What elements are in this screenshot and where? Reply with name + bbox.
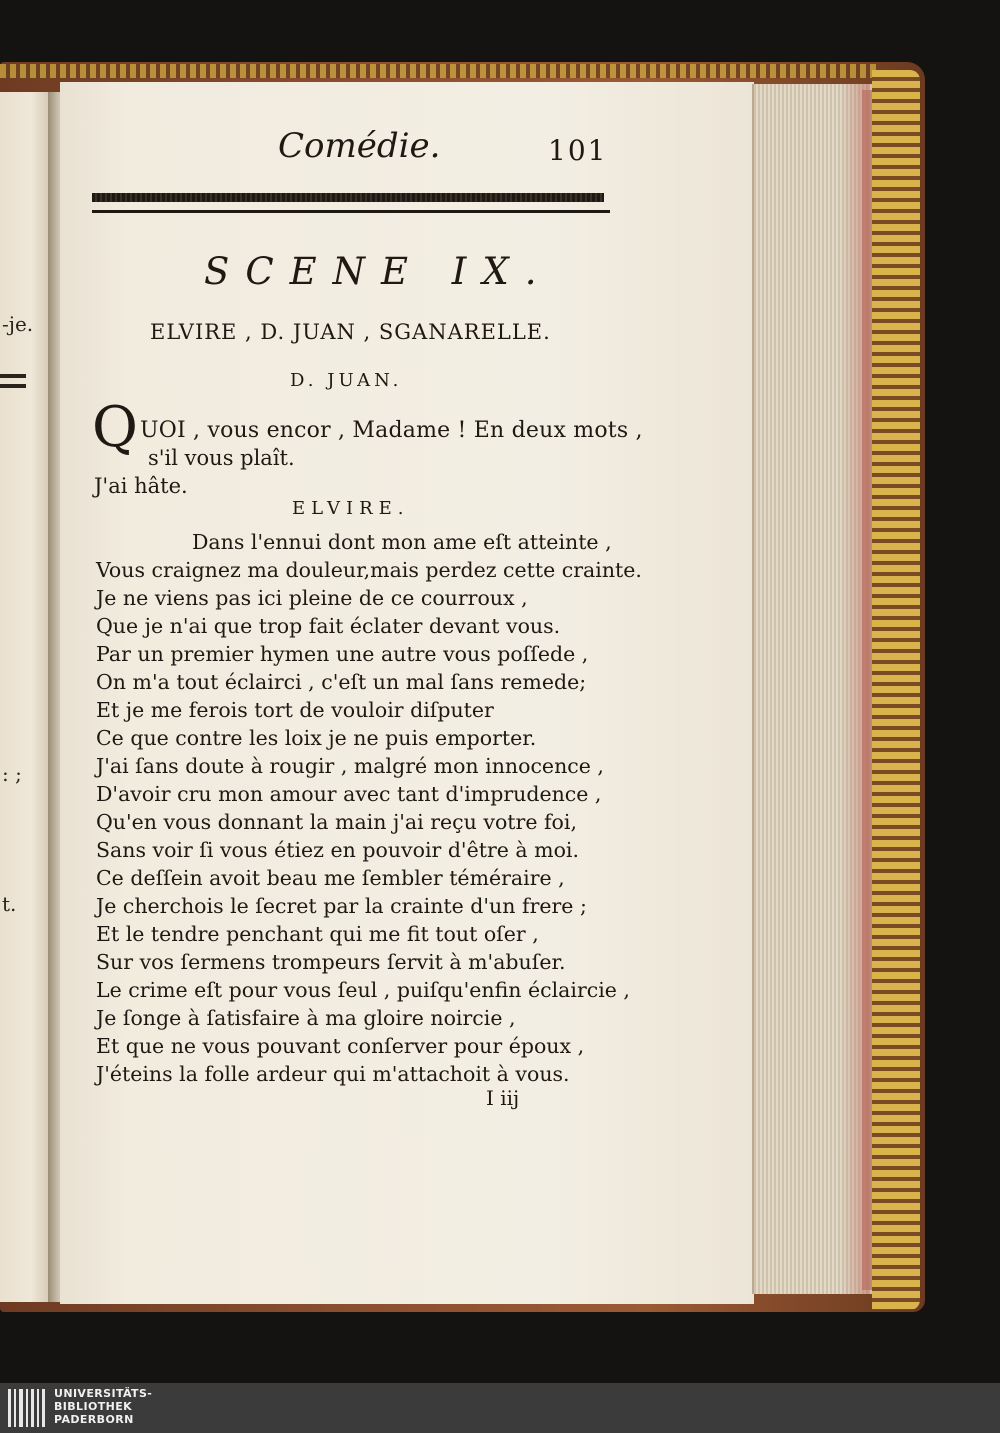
left-page-rule: [0, 374, 26, 378]
verse-line: J'éteins la folle ardeur qui m'attachoit à vous.: [96, 1062, 570, 1086]
institution-footer: [0, 1383, 1000, 1433]
verse-line: Sans voir ſi vous étiez en pouvoir d'être à moi.: [96, 838, 579, 862]
dialogue-line: UOI , vous encor , Madame ! En deux mots ,: [140, 418, 643, 443]
verse-line: Je ne viens pas ici pleine de ce courroux ,: [96, 586, 528, 610]
institution-name: [54, 1387, 152, 1426]
verse-line: Par un premier hymen une autre vous poſſede ,: [96, 642, 589, 666]
dialogue-line: J'ai hâte.: [94, 474, 188, 498]
verse-line: Et je me ferois tort de vouloir diſputer: [96, 698, 494, 722]
running-title: Comédie.: [278, 126, 441, 166]
verse-line: Ce que contre les loix je ne puis emporter.: [96, 726, 537, 750]
verse-line: On m'a tout éclairci , c'eſt un mal ſans remede;: [96, 670, 587, 694]
drop-capital: Q: [92, 395, 138, 460]
speaker-name: D. JUAN.: [290, 370, 403, 391]
signature-mark: I iij: [486, 1086, 520, 1110]
verse-line: Le crime eſt pour vous ſeul , puiſqu'enfin éclaircie ,: [96, 978, 630, 1002]
verse-line: Et que ne vous pouvant conſerver pour époux ,: [96, 1034, 585, 1058]
verse-line: Et le tendre penchant qui me fit tout oſer ,: [96, 922, 539, 946]
speaker-name: ELVIRE.: [292, 498, 410, 519]
verse-line: Vous craignez ma douleur,mais perdez cette crainte.: [96, 558, 642, 582]
page-number: 101: [548, 134, 608, 167]
verse-line: Que je n'ai que trop fait éclater devant vous.: [96, 614, 561, 638]
left-page-fragment: -je.: [2, 312, 34, 336]
institution-line: PADERBORN: [54, 1413, 134, 1426]
cast-list: ELVIRE , D. JUAN , SGANARELLE.: [150, 320, 551, 344]
verse-line: Sur vos ſermens trompeurs ſervit à m'abuſer.: [96, 950, 566, 974]
previous-page-edge: [0, 92, 52, 1302]
dialogue-line: s'il vous plaît.: [148, 446, 295, 470]
left-page-rule: [0, 384, 26, 388]
institution-line: BIBLIOTHEK: [54, 1400, 133, 1413]
header-rule-thick: [92, 193, 604, 202]
left-page-fragment: t.: [2, 892, 17, 916]
verse-line: J'ai ſans doute à rougir , malgré mon innocence ,: [96, 754, 604, 778]
header-rule-thin: [92, 210, 610, 213]
verse-line: Qu'en vous donnant la main j'ai reçu votre foi,: [96, 810, 577, 834]
library-barcode-logo-icon: [8, 1389, 48, 1427]
verse-line: Dans l'ennui dont mon ame eſt atteinte ,: [192, 530, 612, 554]
verse-line: D'avoir cru mon amour avec tant d'imprudence ,: [96, 782, 602, 806]
verse-line: Ce deſſein avoit beau me ſembler téméraire ,: [96, 866, 565, 890]
verse-line: Je ſonge à ſatisfaire à ma gloire noircie ,: [96, 1006, 516, 1030]
gilt-tooled-border: [872, 70, 920, 1310]
cover-gilt-border: [0, 64, 880, 78]
left-page-fragment: : ;: [2, 762, 22, 786]
institution-line: UNIVERSITÄTS-: [54, 1387, 153, 1400]
verse-line: Je cherchois le ſecret par la crainte d'un frere ;: [96, 894, 587, 918]
scene-title: SCENE IX.: [204, 250, 553, 293]
